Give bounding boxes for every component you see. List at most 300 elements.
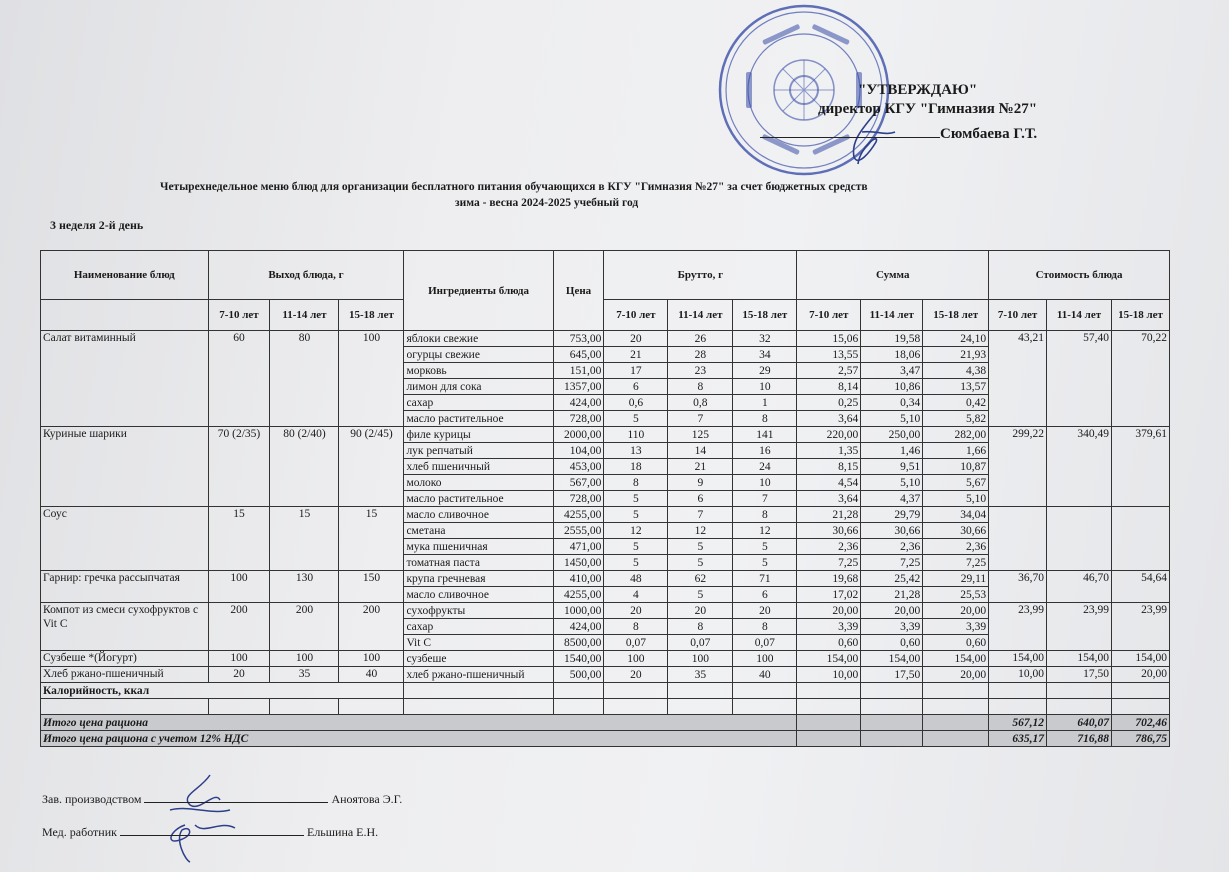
sum-value: 220,00 — [797, 427, 861, 443]
brutto-value: 20 — [668, 603, 733, 619]
ingredient-price: 2000,00 — [553, 427, 604, 443]
table-row — [41, 571, 1170, 587]
sum-value: 154,00 — [923, 651, 989, 667]
dish-cost: 23,99 — [1047, 603, 1112, 651]
dish-output: 130 — [270, 571, 339, 603]
brutto-value: 7 — [668, 507, 733, 523]
brutto-value: 4 — [604, 587, 668, 603]
empty-cell — [1047, 683, 1112, 699]
dish-output: 90 (2/45) — [339, 427, 404, 507]
dish-cost: 154,00 — [1112, 651, 1170, 667]
ingredient-name: масло растительное — [404, 411, 553, 427]
brutto-value: 0,07 — [668, 635, 733, 651]
table-row — [41, 507, 1170, 523]
header-brutto-age3: 15-18 лет — [733, 300, 797, 331]
dish-output: 100 — [270, 651, 339, 667]
dish-cost: 23,99 — [1112, 603, 1170, 651]
ingredient-price: 471,00 — [553, 539, 604, 555]
brutto-value: 12 — [668, 523, 733, 539]
signature-line — [236, 792, 328, 803]
sum-value: 0,60 — [861, 635, 923, 651]
calorie-label: Калорийность, ккал — [41, 683, 404, 699]
dish-name: Сузбеше *(Йогурт) — [41, 651, 209, 667]
sum-value: 8,15 — [797, 459, 861, 475]
ingredient-name: хлеб пшеничный — [404, 459, 553, 475]
brutto-value: 6 — [604, 379, 668, 395]
sum-value: 5,10 — [861, 411, 923, 427]
brutto-value: 8 — [668, 619, 733, 635]
brutto-value: 5 — [668, 587, 733, 603]
brutto-value: 35 — [668, 667, 733, 683]
brutto-value: 141 — [733, 427, 797, 443]
sum-value: 10,00 — [797, 667, 861, 683]
sum-value: 5,10 — [923, 491, 989, 507]
header-sum-age3: 15-18 лет — [923, 300, 989, 331]
menu-table-body — [41, 331, 1170, 747]
footer-medical — [42, 825, 378, 840]
empty-cell — [797, 699, 861, 715]
sum-value: 10,87 — [923, 459, 989, 475]
brutto-value: 48 — [604, 571, 668, 587]
empty-cell — [553, 699, 604, 715]
brutto-value: 5 — [733, 539, 797, 555]
header-cost-age3: 15-18 лет — [1112, 300, 1170, 331]
approval-signatory — [760, 125, 1037, 143]
brutto-value: 5 — [604, 411, 668, 427]
brutto-value: 10 — [733, 379, 797, 395]
sum-value: 7,25 — [861, 555, 923, 571]
sum-value: 4,37 — [861, 491, 923, 507]
brutto-value: 8 — [733, 619, 797, 635]
sum-value: 5,10 — [861, 475, 923, 491]
header-brutto-age2: 11-14 лет — [668, 300, 733, 331]
footer-production-name: Аноятова Э.Г. — [331, 792, 403, 806]
ingredient-name: сухофрукты — [404, 603, 553, 619]
week-day-label: 3 неделя 2-й день — [50, 218, 144, 232]
brutto-value: 0,07 — [733, 635, 797, 651]
ingredient-name: сметана — [404, 523, 553, 539]
ingredient-price: 104,00 — [553, 443, 604, 459]
empty-cell — [797, 715, 861, 731]
ingredient-name: лук репчатый — [404, 443, 553, 459]
sum-value: 0,25 — [797, 395, 861, 411]
ingredient-name: масло сливочное — [404, 587, 553, 603]
sum-value: 30,66 — [797, 523, 861, 539]
dish-output: 20 — [208, 667, 270, 683]
brutto-value: 5 — [733, 555, 797, 571]
header-output: Выход блюда, г — [208, 251, 404, 300]
brutto-value: 6 — [668, 491, 733, 507]
empty-cell — [861, 683, 923, 699]
ingredient-price: 410,00 — [553, 571, 604, 587]
sum-value: 13,57 — [923, 379, 989, 395]
sum-value: 20,00 — [923, 667, 989, 683]
empty-cell — [668, 683, 733, 699]
empty-cell — [861, 715, 923, 731]
dish-name: Куриные шарики — [41, 427, 209, 507]
ingredient-price: 4255,00 — [553, 507, 604, 523]
dish-output: 40 — [339, 667, 404, 683]
sum-value: 0,60 — [797, 635, 861, 651]
empty-cell — [604, 683, 668, 699]
sum-value: 250,00 — [861, 427, 923, 443]
brutto-value: 0,6 — [604, 395, 668, 411]
sum-value: 5,67 — [923, 475, 989, 491]
sum-value: 282,00 — [923, 427, 989, 443]
ingredient-price: 1450,00 — [553, 555, 604, 571]
ingredient-name: яблоки свежие — [404, 331, 553, 347]
sum-value: 20,00 — [797, 603, 861, 619]
dish-output: 70 (2/35) — [208, 427, 270, 507]
ingredient-name: Vit C — [404, 635, 553, 651]
ingredient-name: молоко — [404, 475, 553, 491]
sum-value: 29,79 — [861, 507, 923, 523]
table-row — [41, 603, 1170, 619]
brutto-value: 23 — [668, 363, 733, 379]
empty-cell — [553, 683, 604, 699]
brutto-value: 28 — [668, 347, 733, 363]
table-row — [41, 667, 1170, 683]
empty-cell — [861, 699, 923, 715]
dish-output: 200 — [208, 603, 270, 651]
header-sum-age1: 7-10 лет — [797, 300, 861, 331]
sum-value: 154,00 — [861, 651, 923, 667]
empty-cell — [797, 731, 861, 747]
sum-value: 9,51 — [861, 459, 923, 475]
dish-cost: 10,00 — [989, 667, 1047, 683]
brutto-value: 0,07 — [604, 635, 668, 651]
empty-cell — [989, 683, 1047, 699]
ingredient-name: масло сливочное — [404, 507, 553, 523]
sum-value: 3,64 — [797, 491, 861, 507]
empty-cell — [41, 699, 209, 715]
ingredient-name: крупа гречневая — [404, 571, 553, 587]
ingredient-price: 151,00 — [553, 363, 604, 379]
brutto-value: 14 — [668, 443, 733, 459]
table-row — [41, 331, 1170, 347]
brutto-value: 8 — [604, 619, 668, 635]
ingredient-price: 728,00 — [553, 491, 604, 507]
dish-cost: 17,50 — [1047, 667, 1112, 683]
dish-output: 100 — [339, 331, 404, 427]
brutto-value: 16 — [733, 443, 797, 459]
dish-name: Салат витаминный — [41, 331, 209, 427]
header-cost-age1: 7-10 лет — [989, 300, 1047, 331]
sum-value: 25,42 — [861, 571, 923, 587]
sum-value: 20,00 — [861, 603, 923, 619]
brutto-value: 100 — [668, 651, 733, 667]
ingredient-price: 1000,00 — [553, 603, 604, 619]
dish-output: 100 — [339, 651, 404, 667]
brutto-value: 100 — [604, 651, 668, 667]
sum-value: 20,00 — [923, 603, 989, 619]
dish-output: 200 — [270, 603, 339, 651]
sum-value: 1,35 — [797, 443, 861, 459]
dish-output: 60 — [208, 331, 270, 427]
sum-value: 2,36 — [861, 539, 923, 555]
empty-cell — [923, 683, 989, 699]
empty-cell — [1047, 699, 1112, 715]
brutto-value: 40 — [733, 667, 797, 683]
approval-name: Сюмбаева Г.Т. — [940, 126, 1038, 142]
staff-signatures — [160, 770, 240, 865]
ingredient-name: морковь — [404, 363, 553, 379]
brutto-value: 8 — [733, 411, 797, 427]
header-price: Цена — [553, 251, 604, 331]
brutto-value: 24 — [733, 459, 797, 475]
sum-value: 3,39 — [797, 619, 861, 635]
footer-medical-name: Ельшина Е.Н. — [306, 825, 379, 839]
empty-cell — [733, 683, 797, 699]
dish-cost: 154,00 — [1047, 651, 1112, 667]
sum-value: 3,39 — [861, 619, 923, 635]
signature-line — [212, 825, 304, 836]
dish-cost: 379,61 — [1112, 427, 1170, 507]
header-dish: Наименование блюд — [41, 251, 209, 300]
empty-cell — [733, 699, 797, 715]
spacer-row — [41, 699, 1170, 715]
empty-cell — [668, 699, 733, 715]
sum-value: 21,93 — [923, 347, 989, 363]
sum-value: 15,06 — [797, 331, 861, 347]
sum-value: 29,11 — [923, 571, 989, 587]
empty-cell — [989, 699, 1047, 715]
ingredient-price: 500,00 — [553, 667, 604, 683]
empty-cell — [208, 699, 270, 715]
header-ingredients: Ингредиенты блюда — [404, 251, 553, 331]
ingredient-price: 453,00 — [553, 459, 604, 475]
sum-value: 3,47 — [861, 363, 923, 379]
dish-cost: 57,40 — [1047, 331, 1112, 427]
ingredient-price: 1540,00 — [553, 651, 604, 667]
sum-value: 10,86 — [861, 379, 923, 395]
dish-cost: 54,64 — [1112, 571, 1170, 603]
ingredient-name: сахар — [404, 395, 553, 411]
brutto-value: 18 — [604, 459, 668, 475]
sum-value: 0,34 — [861, 395, 923, 411]
header-out-age3: 15-18 лет — [339, 300, 404, 331]
empty-cell — [404, 699, 553, 715]
sum-value: 24,10 — [923, 331, 989, 347]
total-value: 702,46 — [1112, 715, 1170, 731]
ingredient-name: филе курицы — [404, 427, 553, 443]
brutto-value: 26 — [668, 331, 733, 347]
sum-value: 30,66 — [923, 523, 989, 539]
header-out-age1: 7-10 лет — [208, 300, 270, 331]
dish-cost: 46,70 — [1047, 571, 1112, 603]
table-row — [41, 651, 1170, 667]
table-row — [41, 427, 1170, 443]
ingredient-name: огурцы свежие — [404, 347, 553, 363]
calorie-row — [41, 683, 1170, 699]
brutto-value: 8 — [733, 507, 797, 523]
sum-value: 18,06 — [861, 347, 923, 363]
footer-medical-label: Мед. работник — [42, 825, 117, 839]
ingredient-price: 424,00 — [553, 619, 604, 635]
sum-value: 30,66 — [861, 523, 923, 539]
ingredient-price: 567,00 — [553, 475, 604, 491]
sum-value: 2,36 — [797, 539, 861, 555]
dish-cost: 154,00 — [989, 651, 1047, 667]
brutto-value: 32 — [733, 331, 797, 347]
ingredient-price: 8500,00 — [553, 635, 604, 651]
sum-value: 4,54 — [797, 475, 861, 491]
empty-cell — [604, 699, 668, 715]
sum-value: 19,58 — [861, 331, 923, 347]
brutto-value: 62 — [668, 571, 733, 587]
sum-value: 17,50 — [861, 667, 923, 683]
ingredient-price: 424,00 — [553, 395, 604, 411]
sum-value: 2,57 — [797, 363, 861, 379]
sum-value: 1,46 — [861, 443, 923, 459]
sum-value: 25,53 — [923, 587, 989, 603]
dish-output: 100 — [208, 571, 270, 603]
ingredient-price: 645,00 — [553, 347, 604, 363]
ingredient-name: сузбеше — [404, 651, 553, 667]
brutto-value: 5 — [604, 539, 668, 555]
header-brutto: Брутто, г — [604, 251, 797, 300]
brutto-value: 5 — [604, 555, 668, 571]
sum-value: 4,38 — [923, 363, 989, 379]
footer-production-label: Зав. производством — [42, 792, 142, 806]
sum-value: 3,39 — [923, 619, 989, 635]
ingredient-name: мука пшеничная — [404, 539, 553, 555]
brutto-value: 7 — [668, 411, 733, 427]
sum-value: 5,82 — [923, 411, 989, 427]
total-row — [41, 715, 1170, 731]
empty-cell — [923, 715, 989, 731]
brutto-value: 5 — [668, 555, 733, 571]
ingredient-name: хлеб ржано-пшеничный — [404, 667, 553, 683]
dish-name: Хлеб ржано-пшеничный — [41, 667, 209, 683]
dish-cost — [1112, 507, 1170, 571]
brutto-value: 125 — [668, 427, 733, 443]
dish-cost — [989, 507, 1047, 571]
document-subtitle: зима - весна 2024-2025 учебный год — [455, 197, 639, 209]
signature-line — [120, 825, 212, 836]
sum-value: 0,60 — [923, 635, 989, 651]
ingredient-price: 4255,00 — [553, 587, 604, 603]
empty-cell — [923, 699, 989, 715]
total-value: 635,17 — [989, 731, 1047, 747]
sum-value: 21,28 — [861, 587, 923, 603]
ingredient-name: масло растительное — [404, 491, 553, 507]
brutto-value: 34 — [733, 347, 797, 363]
dish-cost: 299,22 — [989, 427, 1047, 507]
dish-cost: 43,21 — [989, 331, 1047, 427]
signature-line — [144, 792, 236, 803]
brutto-value: 20 — [604, 667, 668, 683]
dish-name: Компот из смеси сухофруктов с Vit C — [41, 603, 209, 651]
dish-output: 15 — [270, 507, 339, 571]
header-sum: Сумма — [797, 251, 989, 300]
ingredient-name: лимон для сока — [404, 379, 553, 395]
brutto-value: 6 — [733, 587, 797, 603]
header-dish-blank — [41, 300, 209, 331]
brutto-value: 12 — [604, 523, 668, 539]
document-title: Четырехнедельное меню блюд для организации бесплатного питания обучающихся в КГУ "Гимназия №27" за счет бюджетных средств — [160, 181, 868, 193]
header-cost-age2: 11-14 лет — [1047, 300, 1112, 331]
ingredient-price: 2555,00 — [553, 523, 604, 539]
brutto-value: 5 — [604, 491, 668, 507]
brutto-value: 17 — [604, 363, 668, 379]
brutto-value: 1 — [733, 395, 797, 411]
empty-cell — [797, 683, 861, 699]
total-label: Итого цена рациона с учетом 12% НДС — [41, 731, 797, 747]
brutto-value: 21 — [604, 347, 668, 363]
brutto-value: 21 — [668, 459, 733, 475]
total-value: 640,07 — [1047, 715, 1112, 731]
brutto-value: 8 — [604, 475, 668, 491]
brutto-value: 7 — [733, 491, 797, 507]
sum-value: 8,14 — [797, 379, 861, 395]
brutto-value: 0,8 — [668, 395, 733, 411]
total-value: 567,12 — [989, 715, 1047, 731]
total-label: Итого цена рациона — [41, 715, 797, 731]
dish-output: 80 — [270, 331, 339, 427]
brutto-value: 10 — [733, 475, 797, 491]
dish-output: 15 — [339, 507, 404, 571]
header-cost: Стоимость блюда — [989, 251, 1170, 300]
approval-heading: "УТВЕРЖДАЮ" — [858, 82, 978, 98]
sum-value: 3,64 — [797, 411, 861, 427]
header-out-age2: 11-14 лет — [270, 300, 339, 331]
empty-cell — [861, 731, 923, 747]
brutto-value: 110 — [604, 427, 668, 443]
signature-line — [760, 125, 940, 138]
dish-cost — [1047, 507, 1112, 571]
empty-cell — [339, 699, 404, 715]
total-row — [41, 731, 1170, 747]
sum-value: 13,55 — [797, 347, 861, 363]
ingredient-price: 753,00 — [553, 331, 604, 347]
menu-table — [40, 250, 1170, 747]
sum-value: 7,25 — [923, 555, 989, 571]
ingredient-name: томатная паста — [404, 555, 553, 571]
empty-cell — [270, 699, 339, 715]
dish-cost: 340,49 — [1047, 427, 1112, 507]
dish-cost: 70,22 — [1112, 331, 1170, 427]
dish-output: 35 — [270, 667, 339, 683]
header-brutto-age1: 7-10 лет — [604, 300, 668, 331]
brutto-value: 20 — [604, 603, 668, 619]
brutto-value: 13 — [604, 443, 668, 459]
brutto-value: 8 — [668, 379, 733, 395]
sum-value: 7,25 — [797, 555, 861, 571]
dish-cost: 20,00 — [1112, 667, 1170, 683]
sum-value: 34,04 — [923, 507, 989, 523]
brutto-value: 20 — [733, 603, 797, 619]
approval-position: директор КГУ "Гимназия №27" — [818, 101, 1038, 117]
empty-cell — [923, 731, 989, 747]
dish-cost: 36,70 — [989, 571, 1047, 603]
ingredient-name: сахар — [404, 619, 553, 635]
total-value: 716,88 — [1047, 731, 1112, 747]
brutto-value: 100 — [733, 651, 797, 667]
sum-value: 19,68 — [797, 571, 861, 587]
dish-name: Соус — [41, 507, 209, 571]
dish-name: Гарнир: гречка рассыпчатая — [41, 571, 209, 603]
dish-output: 150 — [339, 571, 404, 603]
total-value: 786,75 — [1112, 731, 1170, 747]
sum-value: 0,42 — [923, 395, 989, 411]
ingredient-price: 1357,00 — [553, 379, 604, 395]
brutto-value: 20 — [604, 331, 668, 347]
brutto-value: 71 — [733, 571, 797, 587]
footer-production — [42, 792, 402, 807]
header-sum-age2: 11-14 лет — [861, 300, 923, 331]
sum-value: 154,00 — [797, 651, 861, 667]
